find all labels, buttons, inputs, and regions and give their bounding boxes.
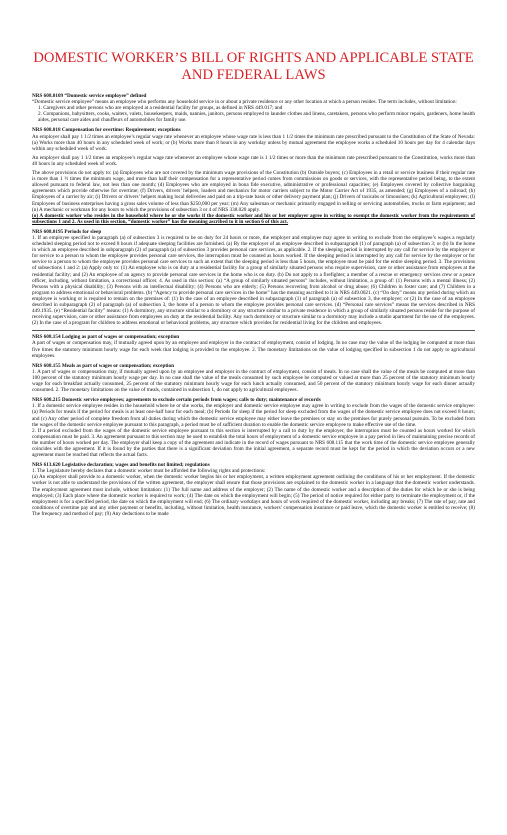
section-heading: NRS 608.154 Lodging as part of wages or compensation; exception bbox=[32, 334, 180, 341]
section-heading: NRS 608.0195 Periods for sleep bbox=[32, 228, 102, 235]
title-line-1: DOMESTIC WORKER’S BILL OF RIGHTS AND APPLICABLE STATE bbox=[33, 50, 474, 66]
section-heading: NRS 608.0109 “Domestic service employee” defined bbox=[32, 93, 147, 99]
section-608-154 bbox=[32, 334, 475, 358]
section-paragraph: A part of wages or compensation may, if mutually agreed upon by an employee and employer in the contract of employment, consist of lodging. In no case may the value of the lodging be computed at more than five times the statutory minimum hourly wage for each week that lodging is provided to the employee. 2. The monetary limitations on the value of lodging specified in subsection 1 do not apply to agricultural employees. bbox=[32, 340, 475, 359]
section-608-215 bbox=[32, 397, 475, 458]
section-heading: NRS 613.620 Legislative declaration; wages and benefits not limited; regulations bbox=[32, 462, 210, 469]
section-divider bbox=[32, 330, 475, 331]
section-paragraph: (a) An employer shall provide to a domestic worker, when the domestic worker begins his or her employment, a written employment agreement outlining the conditions of his or her employment. If the domestic worker is not able to understand the provisions of the written agreement, the employer shall ensure that those provisions are explained to the domestic worker in a language that the domestic worker understands. The employment agreement must include, without limitation: (1) The full name and address of the employer; (2) The name of the domestic worker and a description of the duties for which he or she is being employed; (3) Each place where the domestic worker is required to work; (4) The date on which the employment will begin; (5) The period of notice required for either party to terminate the employment or, if the employment is for a specified period, the date on which the employment will end; (6) The ordinary workdays and hours of work required of the domestic worker, including any breaks; (7) The rate of pay, rate and conditions of overtime pay and any other payment or benefits, including, without limitation, health insurance, workers’ compensation insurance or paid leave, which the domestic worker is entitled to receive; (8) The frequency and method of pay; (9) Any deductions to be made bbox=[32, 474, 475, 517]
section-paragraph: 1. If an employee specified in paragraph (a) of subsection 3 is required to be on duty for 24 hours or more, the employer and employee may agree in writing to exclude from the employee’s wages a regularly scheduled sleeping period not to exceed 8 hours if adequate sleeping facilities are furnished. (a) By the employer of an employee described in subparagraph (1) of paragraph (a) of subsection 3; or (b) In the home in which an employee described in subparagraph (2) of paragraph (a) of subsection 3 provides personal care services, as applicable. 2. If the sleeping period is interrupted by any call for service by the employer or for service to a person to whom the employee provides personal care services, the interruption must be counted as hours worked. If the sleeping period is interrupted by any call for service by the employer or for service to a person to whom the employee provides personal care services to such an extent that the sleeping period is less than 5 hours, the employee must be paid for the entire sleeping period. 3. The provisions of subsections 1 and 2: (a) Apply only to: (1) An employee who is on duty at a residential facility for a group of similarly situated persons who require supervision, care or other assistance from employees at the residential facility; and (2) An employee of an agency to provide personal care services in the home who is on duty. (b) Do not apply to a firefighter, a member of a rescue or emergency services crew or a peace officer, including, without limitation, a correctional officer. 4. As used in this section: (a) “A group of similarly situated persons” includes, without limitation, a group of: (1) Persons with a mental illness; (2) Persons with a physical disability; (3) Persons with an intellectual disability; (4) Persons who are elderly; (5) Persons recovering from alcohol or drug abuse; (6) Children in foster care; and (7) Children in a program to address emotional or behavioral problems. (b) “Agency to provide personal care services in the home” has the meaning ascribed to it in NRS 449.0021. (c) “On duty” means any period during which an employee is working or is required to remain on the premises of: (1) In the case of an employee described in subparagraph (1) of paragraph (a) of subsection 3, the employer; or (2) In the case of an employee described in subparagraph (2) of paragraph (a) of subsection 3, the home of a person to whom the employee provides personal care services. (d) “Personal care services” means the services described in NRS 449.1935. (e) “Residential facility” means: (1) A dormitory, any structure similar to a dormitory or any structure similar to a private residence in which a group of similarly situated persons reside for the purpose of receiving supervision, care or other assistance from employees on duty at the residential facility. Any such dormitory or structure similar to a dormitory may include a studio apartment for the use of the employees. (2) In the case of a program for children to address emotional or behavioral problems, any structure which provides for residential living for the children and employees. bbox=[32, 234, 475, 327]
section-608-018 bbox=[32, 127, 475, 224]
section-paragraph: 2. If a period excluded from the wages of the domestic service employee pursuant to this section is interrupted by a call to duty by the employer, the interruption must be counted as hours worked for which compensation must be paid. 3. An agreement pursuant to this section may be used to establish the total hours of employment of a domestic service employee in a pay period in lieu of maintaining precise records of the number of hours worked per day. The employer shall keep a copy of the agreement and indicate in the record of wages pursuant to NRS 608.115 that the work time of the domestic service employee generally coincides with the agreement. If it is found by the parties that there is a significant deviation from the initial agreement, a separate record must be kept for the period in which the deviation occurs or a new agreement must be reached that reflects the actual facts. bbox=[32, 427, 475, 459]
section-paragraph: An employer shall pay 1 1/2 times an employee’s regular wage rate whenever an employee whose wage rate is less than 1 1/2 times the minimum rate prescribed pursuant to the Constitution of the State of Nevada: (a) Works more than 40 hours in any scheduled week of work; or (b) Works more than 8 hours in any workday unless by mutual agreement the employee works a scheduled 10 hours per day for 4 calendar days within any scheduled week of work. bbox=[32, 133, 475, 152]
section-paragraph: 1. Caregivers and other persons who are employed at a residential facility for groups, as defined in NRS 449.017; and bbox=[38, 105, 283, 112]
section-paragraph-emphasis: (o) A domestic worker who resides in the household where he or she works if the domestic worker and his or her employer agree in writing to exempt the domestic worker from the requirements of subsections 1 and 2. As used in this section, “domestic worker” has the meaning ascribed to it in section 6 of this act. bbox=[32, 212, 475, 225]
section-613-620 bbox=[32, 462, 475, 517]
section-paragraph: 2. Companions, babysitters, cooks, waiters, valets, housekeepers, maids, nannies, janitors, persons employed to launder clothes and linens, caretakers, persons who perform minor repairs, gardeners, home health aides, personal care aides and chauffeurs of automobiles for family use. bbox=[38, 111, 475, 124]
section-heading: NRS 608.215 Domestic service employees; agreements to exclude certain periods from wages; calls to duty; maintenance of records bbox=[32, 397, 321, 404]
section-608-155 bbox=[32, 363, 475, 393]
section-paragraph: 1. The Legislature hereby declares that a domestic worker must be afforded the following rights and protections: bbox=[32, 468, 266, 475]
section-608-0195 bbox=[32, 229, 475, 327]
section-paragraph: “Domestic service employee” means an employee who performs any household service in or about a private residence or any other location at which a person resides. The term includes, without limitation: bbox=[32, 99, 457, 106]
document-title bbox=[32, 50, 475, 84]
section-heading: NRS 608.155 Meals as part of wages or compensation; exception bbox=[32, 362, 174, 369]
title-line-2: AND FEDERAL LAWS bbox=[181, 67, 326, 83]
section-paragraph: 1. If a domestic service employee resides in the household where he or she works, the employer and domestic service employee may agree in writing to exclude from the wages of the domestic service employee: (a) Periods for meals if the period for meals is at least one-half hour for each meal; (b) Periods for sleep if the period for sleep excluded from the wages of the domestic service employee does not exceed 8 hours; and (c) Any other period of complete freedom from all duties during which the domestic service employee may either leave the premises or stay on the premises for purely personal pursuits. To be excluded from the wages of the domestic service employee pursuant to this paragraph, a period must be of sufficient duration to enable the domestic service employee to make effective use of the time. bbox=[32, 403, 475, 428]
section-paragraph: The above provisions do not apply to: (a) Employees who are not covered by the minimum wage provisions of the Constitution (b) Outside buyers; (c) Employees in a retail or service business if their regular rate is more than 1 ½ times the minimum wage, and more than half their compensation for a representative period comes from commissions on goods or services, with the representative period being, to the extent allowed pursuant to federal law, not less than one month; (d) Employees who are employed in bona fide executive, administrative or professional capacities; (e) Employees covered by collective bargaining agreements which provide otherwise for overtime; (f) Drivers, drivers’ helpers, loaders and mechanics for motor carriers subject to the Motor Carrier Act of 1935, as amended; (g) Employees of a railroad; (h) Employees of a carrier by air; (i) Drivers or drivers’ helpers making local deliveries and paid on a trip-rate basis or other delivery payment plan; (j) Drivers of taxicabs or limousines; (k) Agricultural employees; (l) Employees of business enterprises having a gross sales volume of less than $250,000 per year; (m) Any salesman or mechanic primarily engaged in selling or servicing automobiles, trucks or farm equipment; and (n) A mechanic or workman for any hours to which the provisions of subsection 3 or 4 of NRS 338.020 apply. bbox=[32, 170, 475, 213]
section-paragraph: 1. A part of wages or compensation may, if mutually agreed upon by an employee and employer in the contract of employment, consist of meals. In no case shall the value of the meals be computed at more than 100 percent of the statutory minimum hourly wage per day. In no case shall the value of the meals consumed by such employee be computed or valued at more than 25 percent of the statutory minimum hourly wage for each breakfast actually consumed, 25 percent of the statutory minimum hourly wage for each lunch actually consumed, and 50 percent of the statutory minimum hourly wage for each dinner actually consumed. 2. The monetary limitations on the value of meals, contained in subsection 1, do not apply to agricultural employees. bbox=[32, 368, 475, 394]
section-heading: NRS 608.018 Compensation for overtime: Requirement; exceptions bbox=[32, 127, 181, 134]
section-paragraph: An employer shall pay 1 1/2 times an employee’s regular wage rate whenever an employee whose wage rate is 1 1/2 times or more than the minimum rate prescribed pursuant to the Constitution, works more than 40 hours in any scheduled week of work. bbox=[32, 154, 475, 167]
section-608-0109 bbox=[32, 93, 475, 123]
